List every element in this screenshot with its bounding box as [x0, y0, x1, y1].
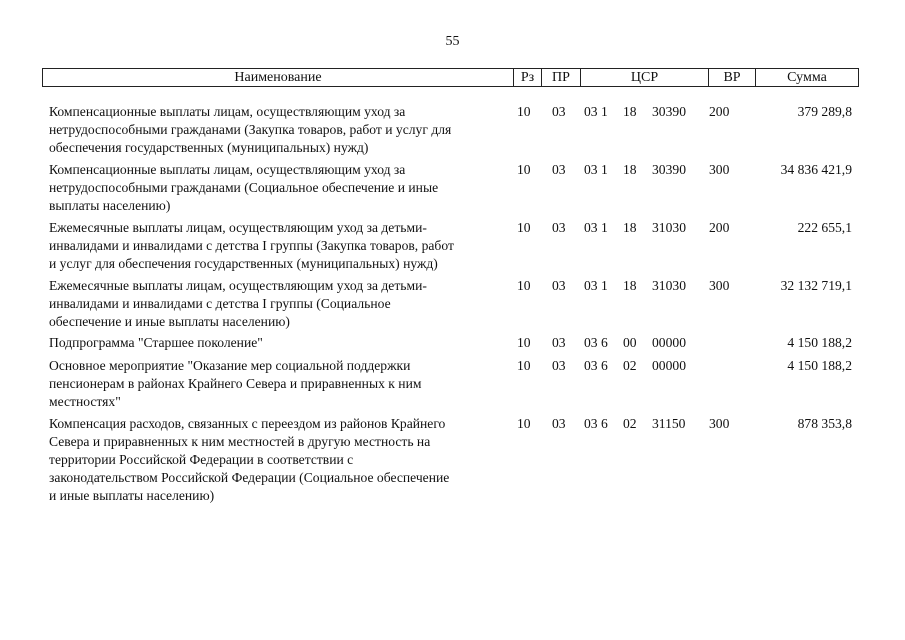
row-csr-subitem: 18: [623, 220, 637, 235]
row-rz: 10: [517, 104, 531, 119]
row-name-line: Ежемесячные выплаты лицам, осуществляющим уход за детьми-: [49, 278, 427, 293]
row-sum: 4 150 188,2: [787, 358, 852, 373]
row-name: [49, 219, 504, 273]
row-sum: 379 289,8: [797, 104, 852, 119]
row-vr: 200: [709, 104, 730, 119]
row-pr: 03: [552, 278, 566, 293]
row-sum: 32 132 719,1: [780, 278, 852, 293]
row-name-line: Подпрограмма "Старшее поколение": [49, 335, 263, 350]
row-sum: 34 836 421,9: [780, 162, 852, 177]
row-sum: 4 150 188,2: [787, 335, 852, 350]
header-name: Наименование: [234, 70, 322, 85]
row-rz: 10: [517, 358, 531, 373]
row-csr-program: 03 1: [584, 162, 608, 177]
row-sum: 878 353,8: [797, 416, 852, 431]
row-name-line: обеспечения государственных (муниципальных) нужд): [49, 140, 369, 155]
row-name: [49, 161, 504, 215]
row-name-line: инвалидами и инвалидами с детства I группы (Закупка товаров, работ: [49, 238, 454, 253]
row-csr-subitem: 00: [623, 335, 637, 350]
row-vr: 300: [709, 278, 730, 293]
row-csr-program: 03 6: [584, 416, 608, 431]
row-csr-code: 31030: [652, 278, 686, 293]
header-vr: ВР: [723, 70, 741, 85]
page-number: 55: [445, 34, 460, 49]
row-name: [49, 103, 504, 157]
row-pr: 03: [552, 220, 566, 235]
row-name-line: законодательством Российской Федерации (Социальное обеспечение: [49, 470, 450, 485]
row-name-line: нетрудоспособными гражданами (Закупка товаров, работ и услуг для: [49, 122, 452, 137]
row-pr: 03: [552, 416, 566, 431]
row-csr-program: 03 1: [584, 104, 608, 119]
row-csr-code: 31150: [652, 416, 686, 431]
row-csr-subitem: 02: [623, 358, 637, 373]
row-vr: 300: [709, 162, 730, 177]
row-name: [49, 357, 504, 411]
row-csr-code: 00000: [652, 358, 686, 373]
row-csr-subitem: 18: [623, 104, 637, 119]
row-pr: 03: [552, 162, 566, 177]
row-name-line: и услуг для обеспечения государственных (муниципальных) нужд): [49, 256, 438, 271]
row-csr-program: 03 6: [584, 335, 608, 350]
row-csr-code: 00000: [652, 335, 686, 350]
row-pr: 03: [552, 335, 566, 350]
row-csr-code: 31030: [652, 220, 686, 235]
row-csr-program: 03 6: [584, 358, 608, 373]
row-name: [49, 415, 504, 505]
row-csr-code: 30390: [652, 104, 686, 119]
row-csr-program: 03 1: [584, 220, 608, 235]
row-name-line: пенсионерам в районах Крайнего Севера и приравненных к ним: [49, 376, 422, 391]
row-sum: 222 655,1: [797, 220, 852, 235]
row-rz: 10: [517, 278, 531, 293]
row-rz: 10: [517, 220, 531, 235]
table-header: [42, 68, 859, 87]
row-rz: 10: [517, 416, 531, 431]
row-name-line: Основное мероприятие "Оказание мер социальной поддержки: [49, 358, 411, 373]
header-pr: ПР: [552, 70, 570, 85]
row-vr: 300: [709, 416, 730, 431]
row-csr-subitem: 18: [623, 278, 637, 293]
header-sum: Сумма: [787, 70, 827, 85]
row-rz: 10: [517, 162, 531, 177]
row-csr-subitem: 18: [623, 162, 637, 177]
header-csr: ЦСР: [630, 70, 659, 85]
row-vr: 200: [709, 220, 730, 235]
row-name: [49, 277, 504, 331]
row-name-line: Компенсационные выплаты лицам, осуществляющим уход за: [49, 104, 406, 119]
row-rz: 10: [517, 335, 531, 350]
row-name-line: территории Российской Федерации в соответствии с: [49, 452, 354, 467]
row-csr-subitem: 02: [623, 416, 637, 431]
row-name-line: Компенсационные выплаты лицам, осуществляющим уход за: [49, 162, 406, 177]
row-name: [49, 334, 504, 352]
row-name-line: обеспечение и иные выплаты населению): [49, 314, 290, 329]
row-csr-code: 30390: [652, 162, 686, 177]
row-name-line: выплаты населению): [49, 198, 171, 213]
row-name-line: Севера и приравненных к ним местностей в другую местность на: [49, 434, 431, 449]
header-rz: Рз: [520, 70, 535, 85]
row-name-line: и иные выплаты населению): [49, 488, 215, 503]
row-name-line: нетрудоспособными гражданами (Социальное обеспечение и иные: [49, 180, 439, 195]
row-pr: 03: [552, 104, 566, 119]
row-name-line: Ежемесячные выплаты лицам, осуществляющим уход за детьми-: [49, 220, 427, 235]
row-pr: 03: [552, 358, 566, 373]
row-name-line: Компенсация расходов, связанных с переездом из районов Крайнего: [49, 416, 446, 431]
row-name-line: инвалидами и инвалидами с детства I группы (Социальное: [49, 296, 391, 311]
row-name-line: местностях": [49, 394, 121, 409]
row-csr-program: 03 1: [584, 278, 608, 293]
